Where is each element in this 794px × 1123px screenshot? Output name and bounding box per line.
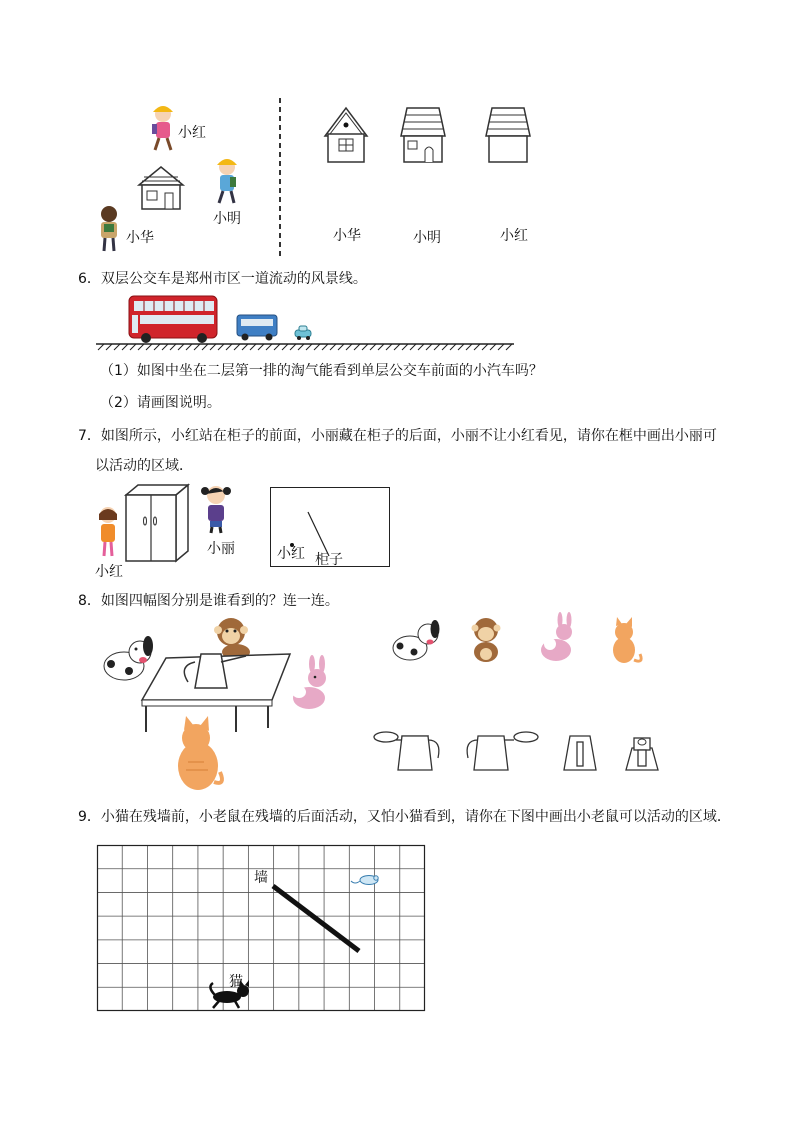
girl-xiaoli-figure (198, 483, 234, 535)
view-can-left-spout (374, 732, 439, 770)
q9-label-wall: 墙 (254, 870, 268, 886)
girl-xiaohong-q7-figure (94, 504, 122, 560)
rabbit-option-icon (541, 612, 572, 661)
q7-line2: 以活动的区域． (95, 458, 193, 474)
boy-xiaohua-figure (95, 204, 123, 254)
house-view-2 (399, 106, 447, 164)
boy-xiaoming-figure (212, 155, 242, 207)
label-xiaohong-left: 小红 (178, 125, 206, 141)
wall-line (273, 886, 359, 951)
house-label-2: 小明 (413, 230, 441, 246)
box-label-cabinet: 柜子 (315, 552, 343, 568)
cat-option-icon (613, 617, 641, 663)
cat-icon (178, 716, 222, 790)
mouse-icon (351, 876, 378, 885)
house-label-1: 小华 (333, 228, 361, 244)
q6-bus-illustration (96, 293, 516, 351)
q7-line1: 7．如图所示，小红站在柜子的前面，小丽藏在柜子的后面，小丽不让小红看见，请你在框中画出小丽可 (78, 428, 717, 444)
label-xiaoming-left: 小明 (213, 211, 241, 227)
view-can-front (626, 738, 658, 770)
dashed-divider (278, 98, 282, 256)
dog-option-icon (393, 620, 440, 660)
box-label-xiaohong: 小红 (277, 546, 305, 562)
q7-answer-box[interactable] (270, 487, 390, 567)
dog-icon (104, 636, 153, 680)
house-icon-left (136, 165, 186, 211)
view-can-right-spout (467, 732, 538, 770)
q8-animals-row (388, 614, 648, 666)
q8-scene (96, 616, 341, 794)
small-car-icon (295, 326, 311, 340)
label-xiaohua-left: 小华 (126, 230, 154, 246)
q6-sub1: （1）如图中坐在二层第一排的淘气能看到单层公交车前面的小汽车吗？ (100, 363, 543, 379)
q8-views-row (372, 728, 672, 774)
q7-label-xiaoli: 小丽 (207, 541, 235, 557)
rabbit-icon (292, 655, 326, 709)
house-view-1 (323, 106, 369, 164)
girl-xiaohong-figure (146, 102, 180, 154)
q9-question: 9．小猫在残墙前，小老鼠在残墙的后面活动，又怕小猫看到，请你在下图中画出小老鼠可以活动的区域． (78, 809, 731, 825)
q6-sub2: （2）请画图说明。 (100, 395, 221, 411)
q7-label-xiaohong: 小红 (95, 564, 123, 580)
q9-label-cat: 猫 (229, 974, 243, 990)
table-icon (142, 654, 290, 732)
cabinet-icon (124, 483, 190, 563)
view-can-back (564, 736, 596, 770)
monkey-option-icon (472, 618, 501, 662)
house-label-3: 小红 (500, 228, 528, 244)
q6-question: 6．双层公交车是郑州市区一道流动的风景线。 (78, 271, 367, 287)
single-bus-icon (237, 315, 277, 341)
house-view-3 (484, 106, 532, 164)
double-decker-bus-icon (129, 296, 217, 343)
q8-question: 8．如图四幅图分别是谁看到的？连一连。 (78, 593, 339, 609)
